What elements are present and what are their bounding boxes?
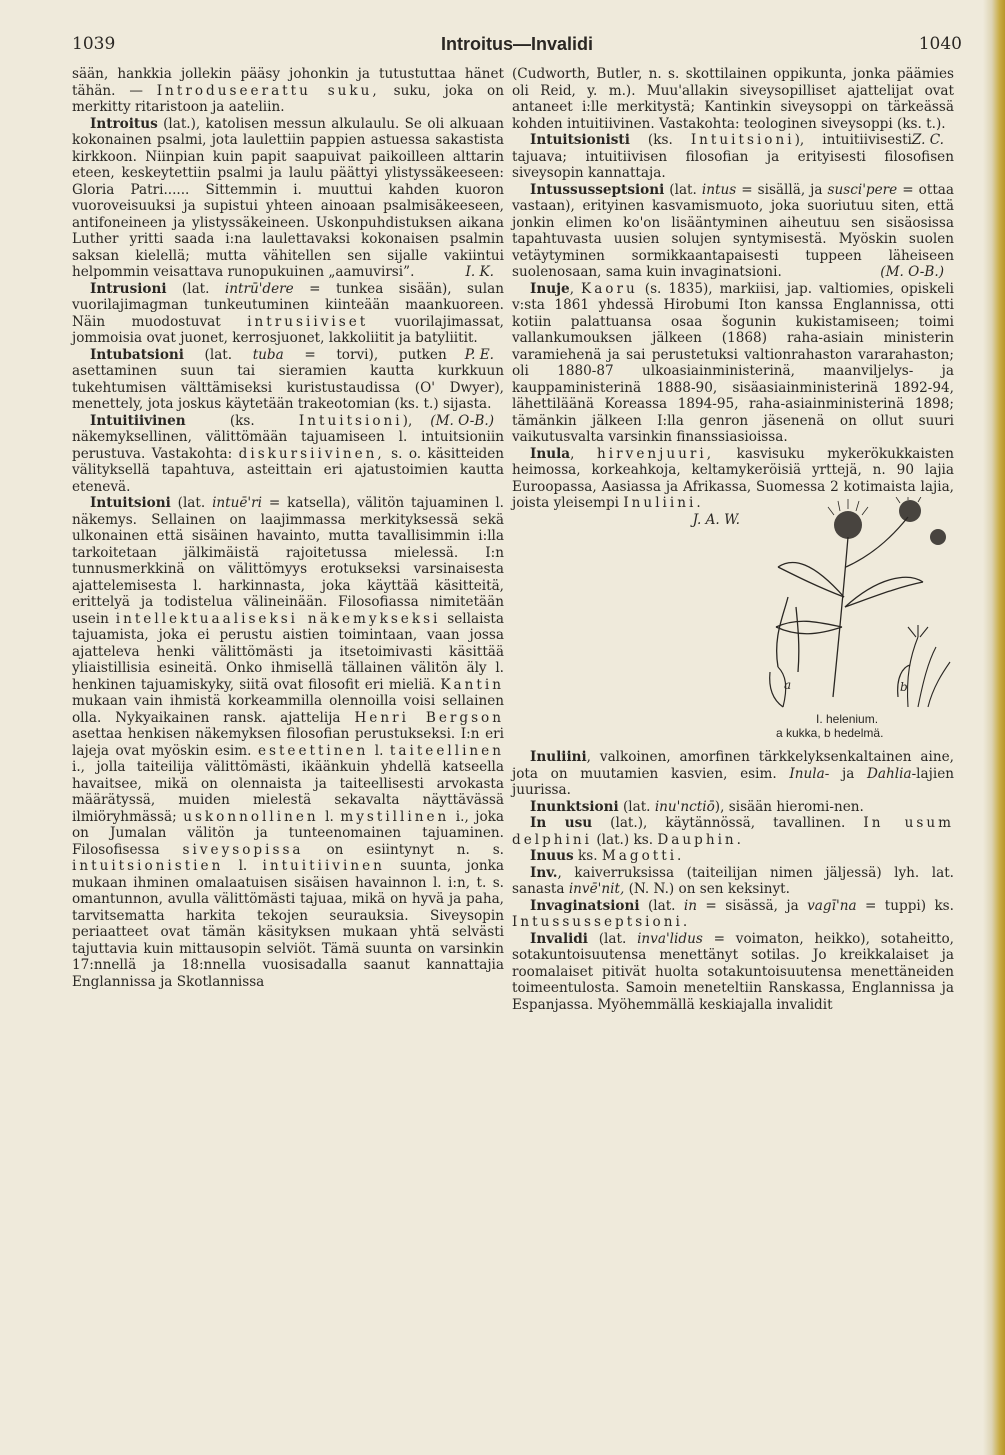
entry-continuation: sään, hankkia jollekin pääsy johonkin ja tutustuttaa hänet tähän. — Introduseerattu suku, suku, joka on merkitty ritaristoon ja aateliin. [72,66,504,115]
entry-intrusioni: Intrusioni (lat. intrū'dere = tunkea sisään), sulan vuorilajimagman tunkeutuminen kiinteään maankuoreen. Näin muodostuvat intrusiiviset vuorilajimassat, jommoisia ovat juonet, kerrosjuonet, lakkoliitit ja batyliitit. P. E. [72,280,504,363]
figure-label-a: a [784,678,792,692]
running-title: Introitus—Invalidi [440,34,593,54]
entry-intubatsioni: Intubatsioni (lat. tuba = torvi), putken asettaminen suun tai sieramien kautta kurkkuun tukehtumisen välttämiseksi kuristustaudissa (O' Dwyer), menettely, jota joskus käytetään trakeotomian (ks. t.) sijasta. (M. O-B.) [72,346,504,429]
headword: Inula [530,445,571,462]
headword: Intussusseptsioni [530,181,665,198]
page-header [72,34,962,58]
headword: Inuus [530,848,574,864]
entry-intuitiivinen: Intuitiivinen (ks. Intuitsioni), näkemyksellinen, välittömään tajuamiseen l. intuitsioniin perustuva. Vastakohta: diskursiivinen, s. o. käsitteiden välityksellä tapahtuva, asteittain eri ajatustoimien kautta etenevä. [72,412,505,495]
headword: Inuliini [530,749,587,765]
headword: Inv. [530,864,558,881]
entry-inuliini: Inuliini, valkoinen, amorfinen tärkkelyksenkaltainen aine, jota on muutamien kasvien, esim. Inula- ja Dahlia-lajien juurissa. [512,749,955,798]
entry-continuation: (Cudworth, Butler, n. s. skottilainen oppikunta, jonka päämies oli Reid, y. m.). Muu'allakin siveysopilliset ajattelijat ovat antaneet i:lle merkitystä; Kantinkin siveysoppi on tärkeässä kohden intuitiivinen. Vastakohta: teologinen siveysoppi (ks. t.). Z. C. [512,66,954,148]
entry-inunktsioni: Inunktsioni (lat. inu'nctiō), sisään hieromi-nen. [530,798,864,815]
entry-intuitsioni: Intuitsioni (lat. intuē'ri = katsella), välitön tajuaminen l. näkemys. Sellainen on laajimmassa merkityksessä sekä ulkonainen että sisäinen havainto, mutta tavallisimmin i:lla tarkoitetaan jälkimäistä rajoitetussa mielessä. I:n tunnusmerkkinä on välittömyys erotukseksi varsinaisesta ajattelemisesta l. harkinnasta, joka käyttää käsitteitä, erittelyä ja todistelua välineinään. Filosofiassa nimitetään usein intellektuaaliseksi näkemykseksi sellaista tajuamista, joka ei perustu aistien toimintaan, vaan jossa ajatteleva henki välittömästi ja itsetoimivasti käsittää yliaistillisia esineitä. Onko ihmisellä tällainen välitön äly l. henkinen tajuamiskyky, siitä ovat filosofit eri mieliä. Kantin mukaan vain ihmistä korkeammilla olennoilla voisi sellainen olla. Nykyaikainen ransk. ajattelija Henri Bergson asettaa henkisen näkemyksen filosofian perustukseksi. I:n eri lajeja ovat myöskin esim. esteettinen l. taiteellinen i., jolla taiteilija välittömästi, ikäänkuin yhdellä katseella havaitsee, mikä on olennaista ja taiteellisesti arvokasta määrätyssä, muiden mielestä sekavalta näyttävässä ilmiöryhmässä; uskonnollinen l. mystillinen i., joka on Jumalan välitön ja tunteenomainen tajuaminen. Filosofisessa siveysopissa on esiintynyt n. s. intuitsionistien l. intuitiivinen suunta, jonka mukaan ihminen omalaatuisen sisäisen havainnon l. i:n, t. s. omantunnon, avulla välittömästi tajuaa, mikä on hyvä ja paha, tarvitsematta harkita tekojen seurauksia. Siveysopin periaatteet ovat tämän käsityksen mukaan yhtä selvästi tajuttavia kuin mittausopin selviöt. Tämä suunta on varsinkin 17:nnellä ja 18:nnella vuosisadalla saanut kannattajia Englannissa ja Skotlannissa [72,495,505,990]
author-signature: P. E. [464,346,494,363]
page-edge [983,0,1005,1455]
headword: Intubatsioni [90,346,184,363]
entry-introitus: Introitus (lat.), katolisen messun alkulaulu. Se oli alkuaan kokonainen psalmi, jota laulettiin pappien astuessa sakastista kirkkoon. Niinpian kuin papit saapuivat paikoilleen alttarin eteen, keskeytettiin psalmi ja laulu päättyi ylistyssäkeeseen: Gloria Patri...... Sittemmin i. muuttui kahden kuoron vuoroveisuuksi ja supistui yhteen ainoaan psalmisäkeeseen, antifoneineen ja ylistyssäkeineen. Uskonpuhdistuksen aikana Luther yritti saada i:na laulettavaksi kokonaisen psalmin saksan kielellä; mutta vähitellen sen sijalle vakiintui helpommin veisattava runopukuinen „aamuvirsi”. I. K. [72,115,504,280]
headword: Inunktsioni [530,798,619,815]
headword: Intrusioni [90,280,167,297]
headword: Invalidi [530,930,588,947]
headword: Inuje [530,280,570,297]
headword: Intuitsioni [90,495,171,511]
author-signature: Z. C. [911,132,944,148]
headword: Intuitsionisti [530,132,630,148]
entry-inula: Inula, hirvenjuuri, kasvisuku mykerökukkaisten heimossa, korkeahkoja, keltamykeröisiä yrttejä, n. 90 lajia Euroopassa, Aasiassa ja Afrikassa, Suomessa 2 kotimaista lajia, joista yleisempi a b I. helenium. a kukka, b hedelmä. Inuliini. J. A. W. [512,446,954,512]
inula-helenium-illustration [758,497,954,745]
headword: Intuitiivinen [90,412,186,429]
entry-intuitsionisti: Intuitsionisti (ks. Intuitsioni), intuitiivisesti tajuava; intuitiivisen filosofian ja erityisesti filosofisen siveysopin kannattaja. [512,132,954,181]
plant-drawing [758,497,954,711]
author-signature: (M. O-B.) [880,264,944,280]
entry-invalidi: Invalidi (lat. inva'lidus = voimaton, heikko), sotaheitto, sotakuntoisuutensa menettänyt sotilas. Jo kreikkalaiset ja roomalaiset pitivät huolta sotakuntoisuutensa menettäneiden toimeentulosta. Samoin meneteltiin Ranskassa, Englannissa ja Espanjassa. Myöhemmällä keskiajalla invalidit [512,930,955,1013]
entry-inuje: Inuje, Kaoru (s. 1835), markiisi, jap. valtiomies, opiskeli v:sta 1861 yhdessä Hirobumi Iton kanssa Englannissa, otti kotiin palattuansa osaa šogunin kukistamiseen; toimi vallankumouksen jälkeen (1868) raha-asiain ministerin varamiehenä ja sai perustetuksi valtionrahaston vararahaston; oli 1880-87 ulkoasiainministerinä, maanviljelys- ja kauppaministerinä 1888-90, sisäasiainministerinä 1892-94, lähettiläänä Koreassa 1894-95, raha-asiainministerinä 1898; tämänkin jälkeen I:lla genron jäsenenä on ollut suuri vaikutusvalta varsinkin finanssiasioissa. [512,280,954,445]
left-column [72,66,504,990]
author-signature: (M. O-B.) [430,412,494,429]
entry-in-usu: In usu (lat.), käytännössä, tavallinen. In usum delphini (lat.) ks. Dauphin. [512,815,954,848]
author-signature: J. A. W. [692,511,740,528]
entry-invaginatsioni: Invaginatsioni (lat. in = sisässä, ja vagī'na = tuppi) ks. Intussusseptsioni. [512,897,954,930]
figure-caption: I. helenium. [816,712,879,726]
headword: In usu [530,815,593,831]
entry-inuus: Inuus ks. Magotti. [530,848,685,864]
page-number-right: 1040 [918,34,962,54]
author-signature: I. K. [465,264,494,280]
headword: Invaginatsioni [530,897,640,914]
entry-intussusseptsioni: Intussusseptsioni (lat. intus = sisällä, ja susci'pere = ottaa vastaan), erityinen kasvamismuoto, joka suoriutuu siten, että jonkin elimen ko'on lisääntyminen aiheutuu sen sisäosissa tapahtuvasta uusien solujen syntymisestä. Myöskin suolen vetäytyminen sormikkaantapaisesti tuppeen läheiseen suolenosaan, sama kuin invaginatsioni. (M. O-B.) [512,181,954,280]
right-column [512,66,954,1013]
figure-label-b: b [900,680,908,694]
page-number-left: 1039 [72,34,116,54]
headword: Introitus [90,115,158,132]
entry-inv: Inv., kaiverruksissa (taiteilijan nimen jäljessä) lyh. lat. sanasta invē'nit, (N. N.) on sen keksinyt. [512,864,954,897]
figure-caption-legend: a kukka, b hedelmä. [776,726,884,740]
